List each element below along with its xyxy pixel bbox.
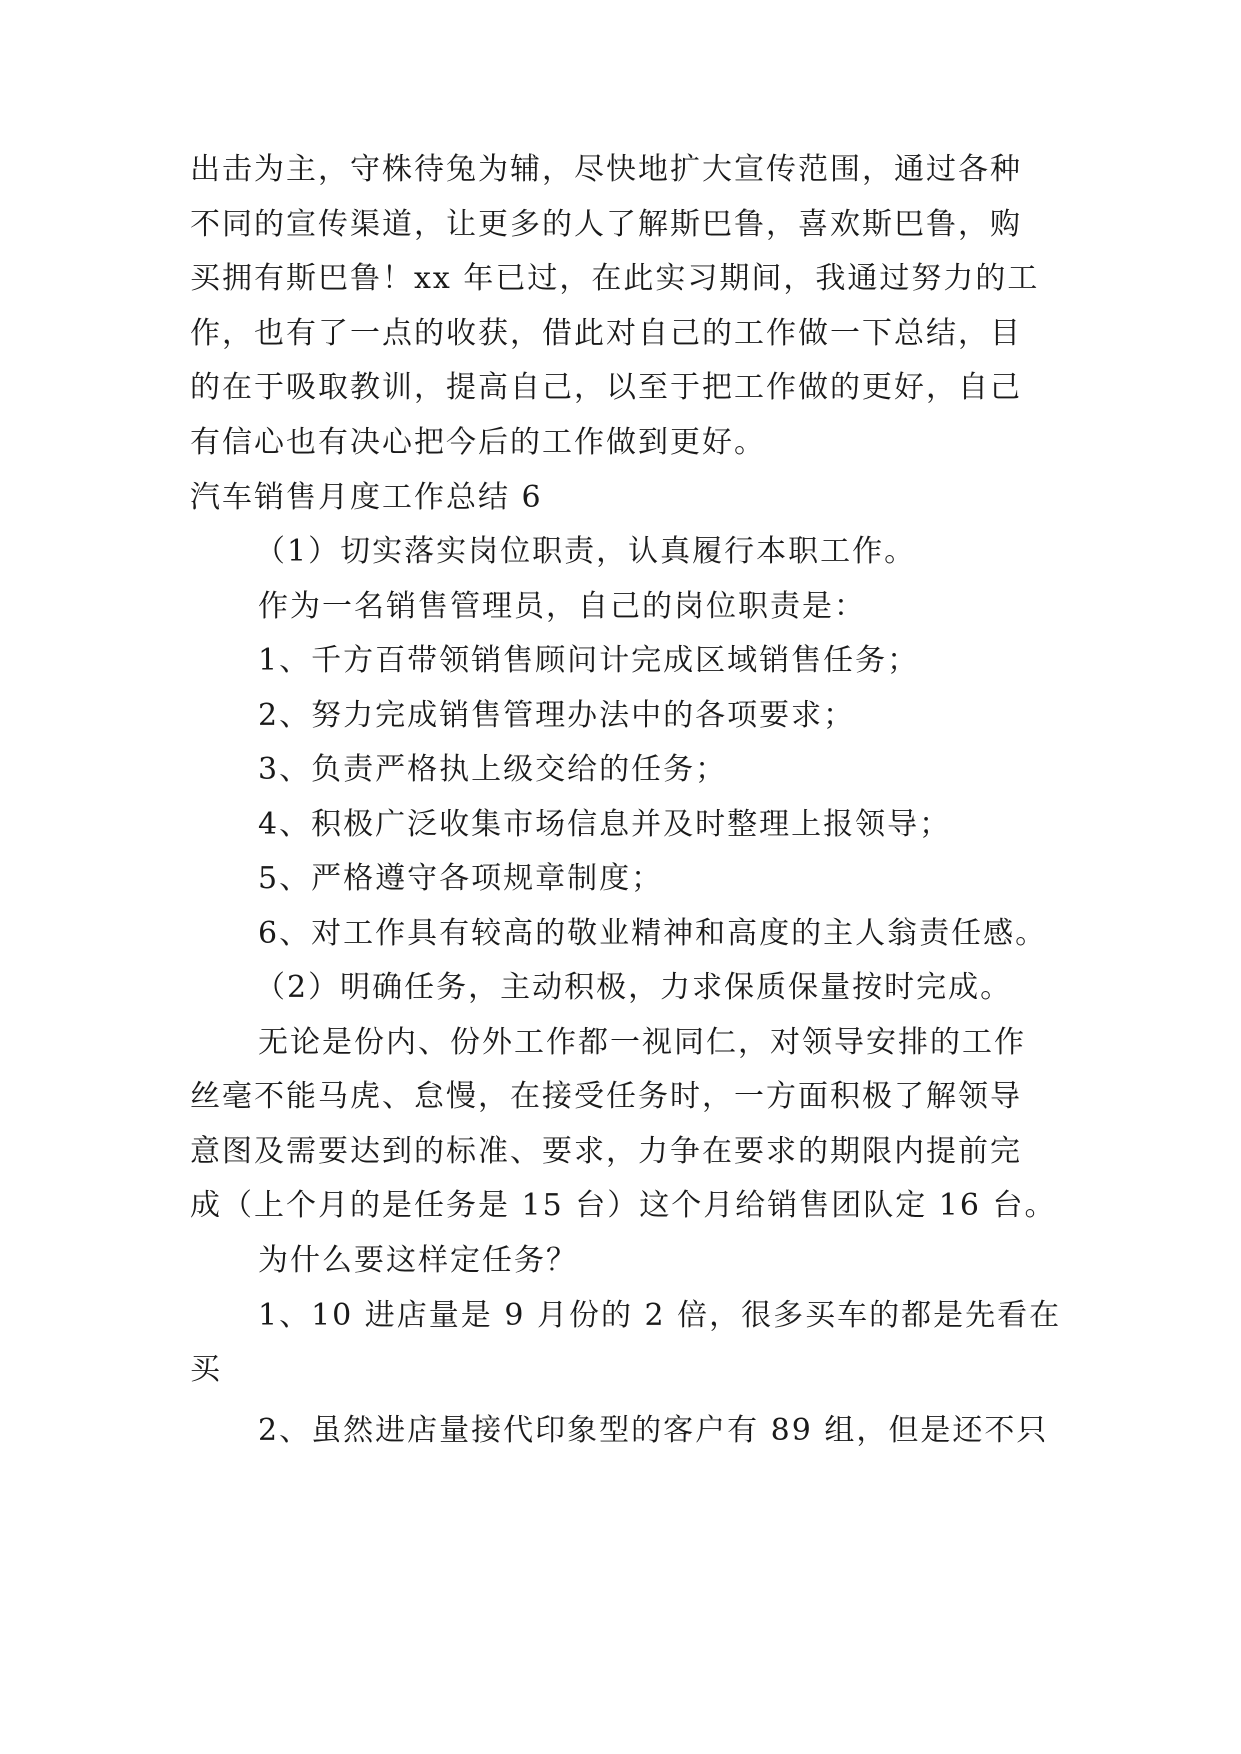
task-line-3: 意图及需要达到的标准、要求，力争在要求的期限内提前完 [190,1134,1022,1169]
point2-heading: （2）明确任务，主动积极，力求保质保量按时完成。 [255,970,1013,1005]
duty-item: 5、严格遵守各项规章制度； [258,861,664,896]
intro-line-4: 作，也有了一点的收获，借此对自己的工作做一下总结，目 [190,316,1022,351]
intro-line-5: 的在于吸取教训，提高自己，以至于把工作做的更好，自己 [190,370,1022,405]
question: 为什么要这样定任务？ [258,1243,578,1278]
reason1-line-1: 1、10 进店量是 9 月份的 2 倍，很多买车的都是先看在 [258,1298,1062,1333]
duty-intro: 作为一名销售管理员，自己的岗位职责是： [258,589,866,624]
point1-heading: （1）切实落实岗位职责，认真履行本职工作。 [255,534,917,569]
intro-line-1: 出击为主，守株待兔为辅，尽快地扩大宣传范围，通过各种 [190,152,1022,187]
duty-item: 1、千方百带领销售顾问计完成区域销售任务； [258,643,920,678]
duty-item: 3、负责严格执上级交给的任务； [258,752,728,787]
duty-item: 6、对工作具有较高的敬业精神和高度的主人翁责任感。 [258,916,1048,951]
duty-item: 4、积极广泛收集市场信息并及时整理上报领导； [258,807,952,842]
duty-item: 2、努力完成销售管理办法中的各项要求； [258,698,856,733]
reason2: 2、虽然进店量接代印象型的客户有 89 组，但是还不只 [258,1413,1049,1448]
section-title: 汽车销售月度工作总结 6 [190,480,543,515]
task-line-2: 丝毫不能马虎、怠慢，在接受任务时，一方面积极了解领导 [190,1079,1022,1114]
intro-line-2: 不同的宣传渠道，让更多的人了解斯巴鲁，喜欢斯巴鲁，购 [190,207,1022,242]
reason1-line-2: 买 [190,1352,222,1387]
task-line-4: 成（上个月的是任务是 15 台）这个月给销售团队定 16 台。 [190,1188,1057,1223]
task-line-1: 无论是份内、份外工作都一视同仁，对领导安排的工作 [258,1025,1026,1060]
intro-line-3: 买拥有斯巴鲁！xx 年已过，在此实习期间，我通过努力的工 [190,261,1040,296]
intro-line-6: 有信心也有决心把今后的工作做到更好。 [190,425,766,460]
